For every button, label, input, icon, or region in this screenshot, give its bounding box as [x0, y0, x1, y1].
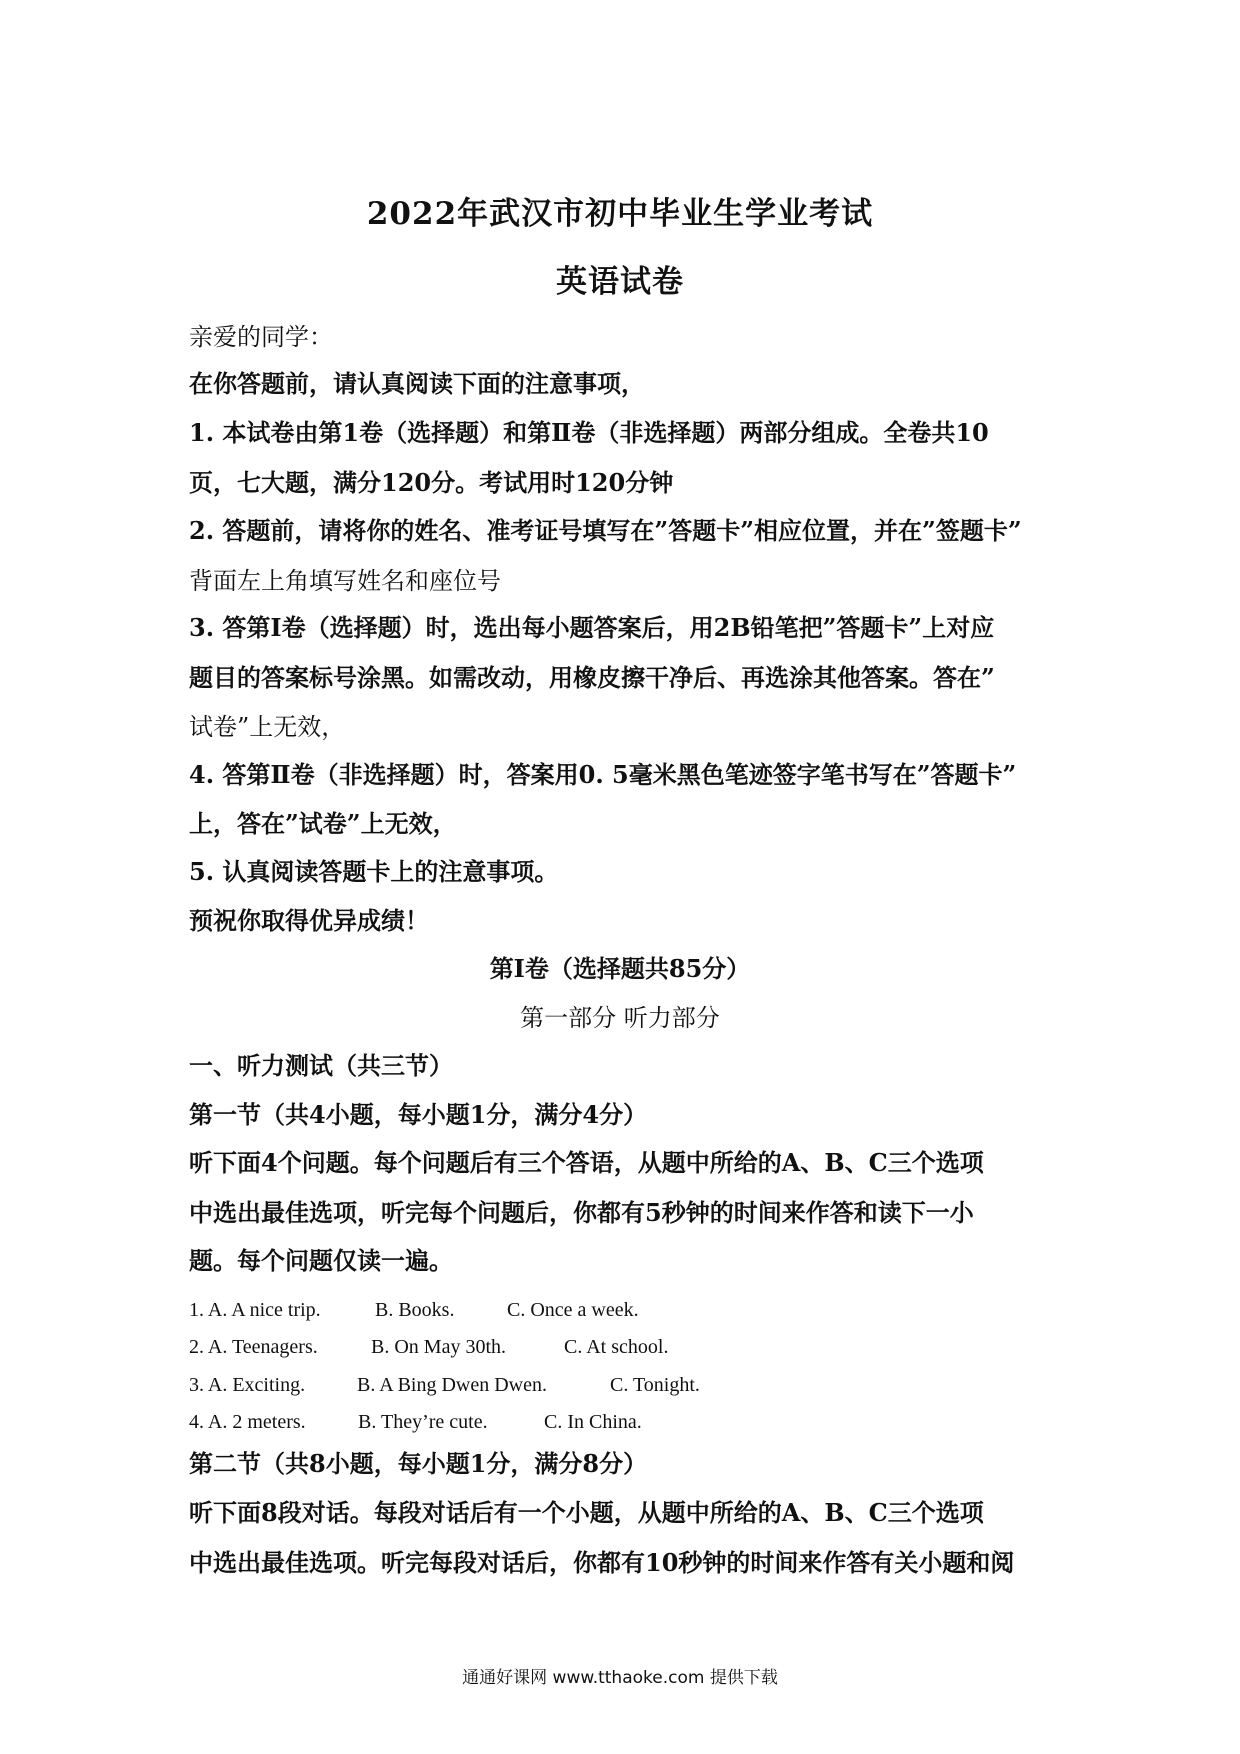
section-1-instruction-line-2: 中选出最佳选项，听完每个问题后，你都有5秒钟的时间来作答和读下一小 — [189, 1198, 974, 1227]
section-1-title: 第一节（共4小题，每小题1分，满分4分） — [189, 1100, 648, 1129]
question-3-option-c: C. Tonight. — [610, 1374, 700, 1396]
question-3-option-b: B. A Bing Dwen Dwen. — [357, 1374, 547, 1396]
download-source-footer: 通通好课网 www.tthaoke.com 提供下载 — [462, 1668, 778, 1688]
question-2-option-a: 2. A. Teenagers. — [189, 1336, 318, 1358]
question-3-option-a: 3. A. Exciting. — [189, 1374, 306, 1396]
question-1-option-b: B. Books. — [375, 1299, 455, 1321]
question-4-option-c: C. In China. — [544, 1411, 642, 1433]
volume-title: 第Ⅰ卷（选择题共85分） — [489, 954, 751, 983]
notice-item-4-line-1: 4. 答第Ⅱ卷（非选择题）时，答案用0. 5毫米黑色笔迹签字笔书写在”答题卡” — [189, 760, 1017, 789]
notice-item-2-line-2: 背面左上角填写姓名和座位号 — [189, 567, 501, 595]
notice-item-5: 5. 认真阅读答题卡上的注意事项。 — [189, 857, 559, 886]
question-2-option-c: C. At school. — [564, 1336, 669, 1358]
question-4-option-a: 4. A. 2 meters. — [189, 1411, 306, 1433]
exam-subtitle: 英语试卷 — [556, 264, 684, 300]
notice-item-1-line-1: 1. 本试卷由第1卷（选择题）和第Ⅱ卷（非选择题）两部分组成。全卷共10 — [189, 418, 989, 447]
good-luck-wish: 预祝你取得优异成绩！ — [189, 906, 429, 935]
listening-test-title: 一、听力测试（共三节） — [189, 1051, 453, 1080]
section-1-instruction-line-3: 题。每个问题仅读一遍。 — [189, 1246, 453, 1275]
section-1-instruction-line-1: 听下面4个问题。每个问题后有三个答语，从题中所给的A、B、C三个选项 — [189, 1148, 984, 1177]
question-3 — [189, 1372, 700, 1398]
question-4-option-b: B. They’re cute. — [358, 1411, 488, 1433]
question-2 — [189, 1334, 668, 1360]
notice-item-3-line-2: 题目的答案标号涂黑。如需改动，用橡皮擦干净后、再选涂其他答案。答在” — [189, 663, 995, 692]
notice-item-3-line-1: 3. 答第Ⅰ卷（选择题）时，选出每小题答案后，用2B铅笔把”答题卡”上对应 — [189, 613, 995, 642]
section-2-instruction-line-2: 中选出最佳选项。听完每段对话后，你都有10秒钟的时间来作答有关小题和阅 — [189, 1548, 1015, 1577]
notice-item-2-line-1: 2. 答题前，请将你的姓名、准考证号填写在”答题卡”相应位置，并在”签题卡” — [189, 516, 1022, 545]
greeting: 亲爱的同学： — [189, 323, 333, 351]
question-1 — [189, 1297, 639, 1323]
part-title: 第一部分 听力部分 — [520, 1004, 720, 1032]
question-1-option-c: C. Once a week. — [507, 1299, 639, 1321]
question-2-option-b: B. On May 30th. — [371, 1336, 506, 1358]
question-1-option-a: 1. A. A nice trip. — [189, 1299, 321, 1321]
question-4 — [189, 1409, 642, 1435]
section-2-title: 第二节（共8小题，每小题1分，满分8分） — [189, 1449, 648, 1478]
notice-item-1-line-2: 页，七大题，满分120分。考试用时120分钟 — [189, 468, 674, 497]
exam-title: 2022年武汉市初中毕业生学业考试 — [366, 196, 874, 232]
notice-intro: 在你答题前，请认真阅读下面的注意事项， — [189, 369, 645, 398]
notice-item-3-line-3: 试卷”上无效， — [189, 713, 346, 741]
notice-item-4-line-2: 上，答在”试卷”上无效， — [189, 809, 457, 838]
section-2-instruction-line-1: 听下面8段对话。每段对话后有一个小题，从题中所给的A、B、C三个选项 — [189, 1498, 984, 1527]
